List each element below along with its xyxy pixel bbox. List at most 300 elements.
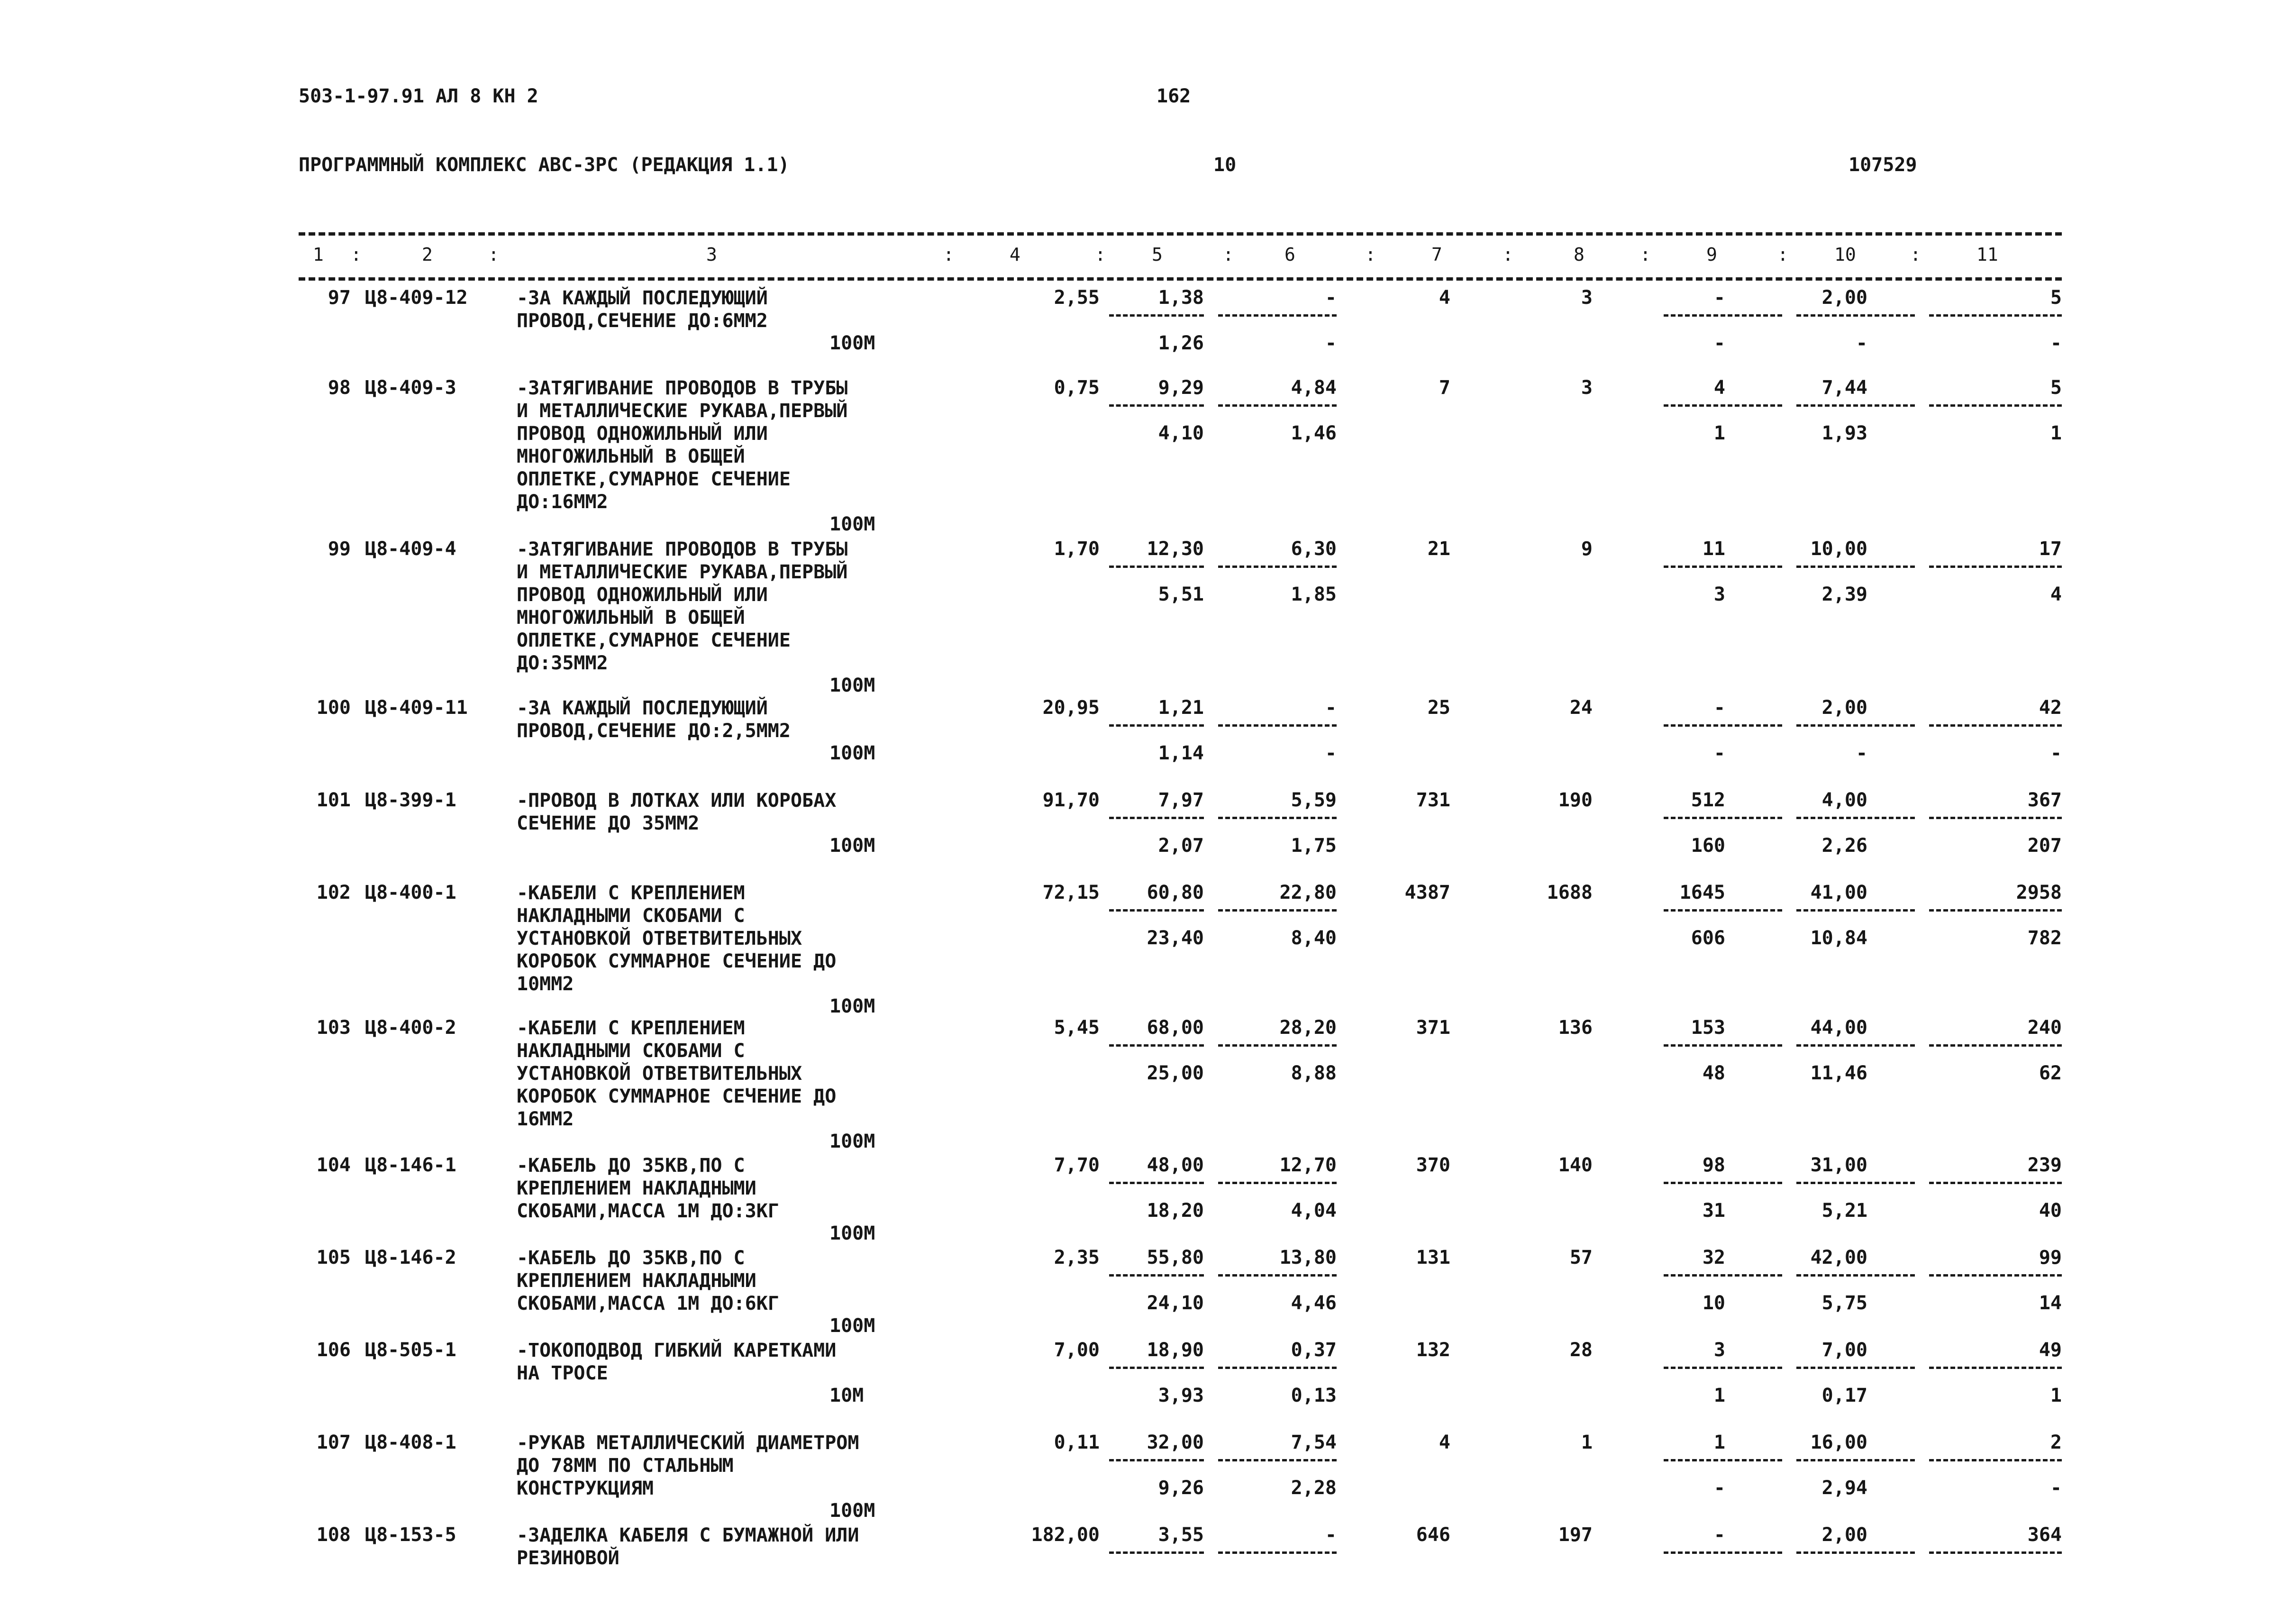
measure-unit: 100М — [829, 742, 875, 764]
cell-divider — [1218, 817, 1337, 819]
value-c9a: 153 — [1691, 1017, 1725, 1039]
row-number: 101 — [316, 789, 351, 811]
cell-divider — [1929, 1459, 2062, 1461]
value-c6a: 4,84 — [1291, 377, 1337, 399]
value-c10a: 10,00 — [1810, 538, 1867, 560]
value-c4: 0,75 — [1054, 377, 1100, 399]
value-c5b: 1,26 — [1158, 332, 1204, 354]
description-line: 16ММ2 — [517, 1108, 574, 1130]
description-line: МНОГОЖИЛЬНЫЙ В ОБЩЕЙ — [517, 607, 745, 629]
description-line: ОПЛЕТКЕ,СУМАРНОЕ СЕЧЕНИЕ — [517, 630, 791, 651]
value-c10b: 2,94 — [1821, 1477, 1867, 1499]
value-c9b: - — [1713, 742, 1725, 764]
value-c11a: 364 — [2027, 1524, 2062, 1546]
measure-unit: 100М — [829, 835, 875, 857]
description-line: ПРОВОД,СЕЧЕНИЕ ДО:6ММ2 — [517, 310, 768, 332]
col-8: 8 — [1574, 244, 1585, 265]
cell-divider — [1929, 817, 2062, 819]
value-c6a: 28,20 — [1279, 1017, 1337, 1039]
description-line: МНОГОЖИЛЬНЫЙ В ОБЩЕЙ — [517, 446, 745, 467]
col-6: 6 — [1284, 244, 1295, 265]
cell-divider — [1796, 1367, 1915, 1369]
description-line: -КАБЕЛЬ ДО 35КВ,ПО С — [517, 1247, 745, 1269]
value-c7: 4 — [1439, 1432, 1450, 1453]
value-c11b: - — [2050, 742, 2062, 764]
cell-divider — [1109, 566, 1204, 568]
value-c7: 4 — [1439, 287, 1450, 309]
description-line: ОПЛЕТКЕ,СУМАРНОЕ СЕЧЕНИЕ — [517, 468, 791, 490]
value-c5b: 2,07 — [1158, 835, 1204, 857]
value-c11a: 17 — [2039, 538, 2062, 560]
work-description — [517, 789, 943, 835]
cell-divider — [1929, 404, 2062, 407]
cell-divider — [1796, 1182, 1915, 1184]
cell-divider — [1218, 1274, 1337, 1277]
row-number: 104 — [316, 1154, 351, 1176]
measure-unit: 10М — [829, 1385, 864, 1406]
value-c11a: 367 — [2027, 789, 2062, 811]
value-c5b: 9,26 — [1158, 1477, 1204, 1499]
cell-divider — [1109, 1459, 1204, 1461]
cell-divider — [1664, 1551, 1782, 1554]
cell-divider — [1109, 909, 1204, 912]
value-c5a: 1,21 — [1158, 697, 1204, 719]
section-number: 10 — [1213, 154, 1237, 176]
cell-divider — [1929, 1367, 2062, 1369]
cell-divider — [1664, 1182, 1782, 1184]
col-sep: : — [1910, 244, 1921, 265]
cell-divider — [1109, 1551, 1204, 1554]
value-c6a: 5,59 — [1291, 789, 1337, 811]
value-c9b: 1 — [1713, 422, 1725, 444]
value-c8: 9 — [1581, 538, 1593, 560]
value-c8: 57 — [1569, 1247, 1593, 1268]
table-header-rule — [299, 277, 2062, 281]
norm-code: Ц8-409-12 — [365, 287, 468, 309]
value-c11b: - — [2050, 1477, 2062, 1499]
value-c4: 72,15 — [1042, 882, 1100, 903]
row-number: 100 — [316, 697, 351, 719]
norm-code: Ц8-408-1 — [365, 1432, 456, 1453]
description-line: УСТАНОВКОЙ ОТВЕТВИТЕЛЬНЫХ — [517, 1063, 802, 1085]
value-c11b: 782 — [2027, 927, 2062, 949]
cell-divider — [1218, 404, 1337, 407]
norm-code: Ц8-399-1 — [365, 789, 456, 811]
cell-divider — [1929, 909, 2062, 912]
cell-divider — [1664, 404, 1782, 407]
value-c5a: 55,80 — [1147, 1247, 1204, 1268]
description-line: КОНСТРУКЦИЯМ — [517, 1478, 654, 1499]
value-c9b: 3 — [1713, 584, 1725, 605]
work-description — [517, 1154, 943, 1223]
work-description — [517, 377, 943, 513]
value-c5b: 24,10 — [1147, 1292, 1204, 1314]
cell-divider — [1929, 1182, 2062, 1184]
value-c9b: 31 — [1702, 1200, 1725, 1222]
value-c10a: 31,00 — [1810, 1154, 1867, 1176]
row-number: 99 — [328, 538, 351, 560]
description-line: -КАБЕЛИ С КРЕПЛЕНИЕМ — [517, 1017, 745, 1039]
value-c11b: 207 — [2027, 835, 2062, 857]
cell-divider — [1218, 1182, 1337, 1184]
cell-divider — [1218, 1367, 1337, 1369]
cell-divider — [1664, 566, 1782, 568]
value-c7: 131 — [1416, 1247, 1450, 1268]
value-c9a: 3 — [1713, 1339, 1725, 1361]
cell-divider — [1109, 817, 1204, 819]
value-c6a: - — [1325, 287, 1337, 309]
doc-id-code: 107529 — [1849, 154, 1917, 176]
col-sep: : — [1365, 244, 1376, 265]
col-2: 2 — [422, 244, 433, 265]
value-c9b: 160 — [1691, 835, 1725, 857]
col-11: 11 — [1976, 244, 1998, 265]
description-line: КОРОБОК СУММАРНОЕ СЕЧЕНИЕ ДО — [517, 950, 837, 972]
description-line: КОРОБОК СУММАРНОЕ СЕЧЕНИЕ ДО — [517, 1086, 837, 1107]
norm-code: Ц8-409-3 — [365, 377, 456, 399]
description-line: ПРОВОД ОДНОЖИЛЬНЫЙ ИЛИ — [517, 584, 768, 606]
description-line: -ТОКОПОДВОД ГИБКИЙ КАРЕТКАМИ — [517, 1340, 837, 1361]
cell-divider — [1664, 817, 1782, 819]
doc-code: 503-1-97.91 АЛ 8 КН 2 — [299, 85, 538, 107]
row-number: 103 — [316, 1017, 351, 1039]
col-7: 7 — [1431, 244, 1442, 265]
cell-divider — [1109, 1274, 1204, 1277]
row-number: 97 — [328, 287, 351, 309]
value-c9b: 48 — [1702, 1062, 1725, 1084]
value-c6b: 2,28 — [1291, 1477, 1337, 1499]
work-description — [517, 287, 943, 332]
measure-unit: 100М — [829, 675, 875, 696]
norm-code: Ц8-153-5 — [365, 1524, 456, 1546]
measure-unit: 100М — [829, 1223, 875, 1244]
value-c7: 731 — [1416, 789, 1450, 811]
value-c11b: 14 — [2039, 1292, 2062, 1314]
value-c8: 190 — [1558, 789, 1593, 811]
value-c6b: 1,85 — [1291, 584, 1337, 605]
description-line: НАКЛАДНЫМИ СКОБАМИ С — [517, 905, 745, 927]
row-number: 105 — [316, 1247, 351, 1268]
value-c6b: - — [1325, 332, 1337, 354]
cell-divider — [1796, 314, 1915, 317]
value-c10a: 7,00 — [1821, 1339, 1867, 1361]
col-3: 3 — [706, 244, 717, 265]
value-c6a: - — [1325, 1524, 1337, 1546]
col-sep: : — [488, 244, 499, 265]
value-c10a: 42,00 — [1810, 1247, 1867, 1268]
value-c9a: 1 — [1713, 1432, 1725, 1453]
value-c4: 0,11 — [1054, 1432, 1100, 1453]
cell-divider — [1664, 1459, 1782, 1461]
norm-code: Ц8-400-1 — [365, 882, 456, 903]
cell-divider — [1796, 404, 1915, 407]
value-c10b: - — [1856, 332, 1867, 354]
cell-divider — [1218, 909, 1337, 912]
value-c9a: - — [1713, 697, 1725, 719]
value-c10b: 5,21 — [1821, 1200, 1867, 1222]
cell-divider — [1664, 1274, 1782, 1277]
value-c6b: 8,88 — [1291, 1062, 1337, 1084]
col-1: 1 — [313, 244, 324, 265]
complex-title: ПРОГРАММНЫЙ КОМПЛЕКС АВС-3РС (РЕДАКЦИЯ 1.1) — [299, 154, 790, 176]
value-c11a: 49 — [2039, 1339, 2062, 1361]
value-c6b: - — [1325, 742, 1337, 764]
value-c5b: 18,20 — [1147, 1200, 1204, 1222]
col-sep: : — [1777, 244, 1788, 265]
cell-divider — [1796, 817, 1915, 819]
col-10: 10 — [1834, 244, 1856, 265]
value-c6b: 4,46 — [1291, 1292, 1337, 1314]
cell-divider — [1109, 404, 1204, 407]
col-4: 4 — [1010, 244, 1020, 265]
value-c7: 646 — [1416, 1524, 1450, 1546]
value-c5b: 3,93 — [1158, 1385, 1204, 1406]
value-c11b: 62 — [2039, 1062, 2062, 1084]
cell-divider — [1218, 1459, 1337, 1461]
value-c8: 140 — [1558, 1154, 1593, 1176]
work-description — [517, 1524, 943, 1569]
value-c11a: 42 — [2039, 697, 2062, 719]
value-c5a: 32,00 — [1147, 1432, 1204, 1453]
value-c9a: 1645 — [1679, 882, 1725, 903]
table-top-rule — [299, 232, 2062, 236]
value-c7: 370 — [1416, 1154, 1450, 1176]
cell-divider — [1796, 1459, 1915, 1461]
value-c6a: 13,80 — [1279, 1247, 1337, 1268]
value-c10b: - — [1856, 742, 1867, 764]
work-description — [517, 1432, 943, 1500]
value-c6b: 1,75 — [1291, 835, 1337, 857]
value-c5a: 7,97 — [1158, 789, 1204, 811]
value-c5a: 1,38 — [1158, 287, 1204, 309]
description-line: -КАБЕЛЬ ДО 35КВ,ПО С — [517, 1155, 745, 1177]
value-c8: 28 — [1569, 1339, 1593, 1361]
description-line: -КАБЕЛИ С КРЕПЛЕНИЕМ — [517, 882, 745, 904]
description-line: ПРОВОД,СЕЧЕНИЕ ДО:2,5ММ2 — [517, 720, 791, 742]
cell-divider — [1796, 909, 1915, 912]
cell-divider — [1796, 1551, 1915, 1554]
cell-divider — [1929, 566, 2062, 568]
cell-divider — [1796, 566, 1915, 568]
description-line: 10ММ2 — [517, 973, 574, 995]
value-c8: 197 — [1558, 1524, 1593, 1546]
value-c8: 24 — [1569, 697, 1593, 719]
value-c10b: 2,26 — [1821, 835, 1867, 857]
norm-code: Ц8-400-2 — [365, 1017, 456, 1039]
description-line: ПРОВОД ОДНОЖИЛЬНЫЙ ИЛИ — [517, 423, 768, 445]
value-c6a: 12,70 — [1279, 1154, 1337, 1176]
value-c11a: 240 — [2027, 1017, 2062, 1039]
cell-divider — [1109, 724, 1204, 727]
value-c11b: 1 — [2050, 422, 2062, 444]
description-line: -ЗА КАЖДЫЙ ПОСЛЕДУЮЩИЙ — [517, 287, 768, 309]
value-c9a: 11 — [1702, 538, 1725, 560]
value-c5b: 23,40 — [1147, 927, 1204, 949]
cell-divider — [1664, 909, 1782, 912]
description-line: -ЗА КАЖДЫЙ ПОСЛЕДУЮЩИЙ — [517, 697, 768, 719]
description-line: ДО:35ММ2 — [517, 652, 608, 674]
value-c9a: 32 — [1702, 1247, 1725, 1268]
description-line: ДО 78ММ ПО СТАЛЬНЫМ — [517, 1455, 734, 1477]
description-line: -ЗАДЕЛКА КАБЕЛЯ С БУМАЖНОЙ ИЛИ — [517, 1524, 859, 1546]
value-c5a: 68,00 — [1147, 1017, 1204, 1039]
norm-code: Ц8-146-2 — [365, 1247, 456, 1268]
value-c5b: 4,10 — [1158, 422, 1204, 444]
value-c5a: 3,55 — [1158, 1524, 1204, 1546]
cell-divider — [1929, 1551, 2062, 1554]
value-c7: 4387 — [1404, 882, 1450, 903]
description-line: ДО:16ММ2 — [517, 491, 608, 513]
description-line: И МЕТАЛЛИЧЕСКИЕ РУКАВА,ПЕРВЫЙ — [517, 561, 848, 583]
value-c6b: 8,40 — [1291, 927, 1337, 949]
value-c9a: 512 — [1691, 789, 1725, 811]
value-c11b: - — [2050, 332, 2062, 354]
value-c4: 1,70 — [1054, 538, 1100, 560]
cell-divider — [1218, 1551, 1337, 1554]
measure-unit: 100М — [829, 995, 875, 1017]
value-c11a: 239 — [2027, 1154, 2062, 1176]
value-c9a: 98 — [1702, 1154, 1725, 1176]
value-c9b: 606 — [1691, 927, 1725, 949]
cell-divider — [1218, 314, 1337, 317]
cell-divider — [1664, 1367, 1782, 1369]
value-c6a: 6,30 — [1291, 538, 1337, 560]
page-number: 162 — [1157, 85, 1191, 107]
value-c5a: 9,29 — [1158, 377, 1204, 399]
column-header-row — [299, 244, 2062, 273]
col-sep: : — [1640, 244, 1651, 265]
description-line: -ЗАТЯГИВАНИЕ ПРОВОДОВ В ТРУБЫ — [517, 377, 848, 399]
cell-divider — [1109, 1367, 1204, 1369]
value-c6b: 4,04 — [1291, 1200, 1337, 1222]
description-line: -ПРОВОД В ЛОТКАХ ИЛИ КОРОБАХ — [517, 790, 837, 812]
value-c11a: 2958 — [2016, 882, 2062, 903]
value-c9a: - — [1713, 1524, 1725, 1546]
value-c10a: 16,00 — [1810, 1432, 1867, 1453]
value-c5b: 25,00 — [1147, 1062, 1204, 1084]
col-9: 9 — [1706, 244, 1717, 265]
value-c10b: 1,93 — [1821, 422, 1867, 444]
cell-divider — [1929, 1044, 2062, 1047]
work-description — [517, 538, 943, 675]
estimate-table — [299, 232, 2062, 1588]
norm-code: Ц8-409-4 — [365, 538, 456, 560]
value-c10a: 7,44 — [1821, 377, 1867, 399]
description-line: И МЕТАЛЛИЧЕСКИЕ РУКАВА,ПЕРВЫЙ — [517, 400, 848, 422]
value-c8: 1688 — [1547, 882, 1593, 903]
row-number: 108 — [316, 1524, 351, 1546]
work-description — [517, 1339, 943, 1385]
value-c11b: 1 — [2050, 1385, 2062, 1406]
work-description — [517, 1247, 943, 1315]
cell-divider — [1218, 724, 1337, 727]
cell-divider — [1664, 1044, 1782, 1047]
description-line: СЕЧЕНИЕ ДО 35ММ2 — [517, 812, 700, 834]
measure-unit: 100М — [829, 332, 875, 354]
norm-code: Ц8-409-11 — [365, 697, 468, 719]
value-c10b: 11,46 — [1810, 1062, 1867, 1084]
value-c5a: 18,90 — [1147, 1339, 1204, 1361]
col-sep: : — [351, 244, 362, 265]
description-line: КРЕПЛЕНИЕМ НАКЛАДНЫМИ — [517, 1177, 756, 1199]
measure-unit: 100М — [829, 1500, 875, 1522]
cell-divider — [1109, 314, 1204, 317]
cell-divider — [1664, 724, 1782, 727]
value-c10a: 41,00 — [1810, 882, 1867, 903]
cell-divider — [1218, 1044, 1337, 1047]
row-number: 98 — [328, 377, 351, 399]
value-c4: 182,00 — [1031, 1524, 1100, 1546]
value-c5a: 60,80 — [1147, 882, 1204, 903]
cell-divider — [1929, 724, 2062, 727]
value-c11b: 4 — [2050, 584, 2062, 605]
description-line: СКОБАМИ,МАССА 1М ДО:6КГ — [517, 1293, 779, 1314]
value-c11a: 99 — [2039, 1247, 2062, 1268]
description-line: РЕЗИНОВОЙ — [517, 1547, 619, 1569]
work-description — [517, 1017, 943, 1131]
value-c8: 1 — [1581, 1432, 1593, 1453]
value-c10b: 10,84 — [1810, 927, 1867, 949]
value-c7: 25 — [1427, 697, 1450, 719]
norm-code: Ц8-146-1 — [365, 1154, 456, 1176]
description-line: НА ТРОСЕ — [517, 1362, 608, 1384]
value-c10b: 2,39 — [1821, 584, 1867, 605]
cell-divider — [1929, 314, 2062, 317]
cell-divider — [1218, 566, 1337, 568]
row-number: 107 — [316, 1432, 351, 1453]
description-line: -ЗАТЯГИВАНИЕ ПРОВОДОВ В ТРУБЫ — [517, 538, 848, 560]
measure-unit: 100М — [829, 1315, 875, 1337]
value-c11a: 5 — [2050, 287, 2062, 309]
col-sep: : — [1223, 244, 1234, 265]
value-c11a: 5 — [2050, 377, 2062, 399]
value-c4: 2,55 — [1054, 287, 1100, 309]
value-c6a: 22,80 — [1279, 882, 1337, 903]
description-line: СКОБАМИ,МАССА 1М ДО:3КГ — [517, 1200, 779, 1222]
value-c6a: 0,37 — [1291, 1339, 1337, 1361]
value-c10b: 0,17 — [1821, 1385, 1867, 1406]
cell-divider — [1929, 1274, 2062, 1277]
description-line: -РУКАВ МЕТАЛЛИЧЕСКИЙ ДИАМЕТРОМ — [517, 1432, 859, 1454]
value-c9b: 10 — [1702, 1292, 1725, 1314]
value-c8: 136 — [1558, 1017, 1593, 1039]
value-c10b: 5,75 — [1821, 1292, 1867, 1314]
value-c4: 91,70 — [1042, 789, 1100, 811]
measure-unit: 100М — [829, 513, 875, 535]
value-c9b: - — [1713, 1477, 1725, 1499]
measure-unit: 100М — [829, 1131, 875, 1152]
value-c4: 7,70 — [1054, 1154, 1100, 1176]
value-c10a: 4,00 — [1821, 789, 1867, 811]
description-line: УСТАНОВКОЙ ОТВЕТВИТЕЛЬНЫХ — [517, 928, 802, 949]
cell-divider — [1796, 724, 1915, 727]
col-sep: : — [1503, 244, 1513, 265]
col-5: 5 — [1152, 244, 1163, 265]
description-line: КРЕПЛЕНИЕМ НАКЛАДНЫМИ — [517, 1270, 756, 1292]
value-c9a: 4 — [1713, 377, 1725, 399]
value-c9b: 1 — [1713, 1385, 1725, 1406]
value-c6b: 1,46 — [1291, 422, 1337, 444]
description-line: НАКЛАДНЫМИ СКОБАМИ С — [517, 1040, 745, 1062]
value-c10a: 2,00 — [1821, 697, 1867, 719]
value-c10a: 2,00 — [1821, 287, 1867, 309]
work-description — [517, 697, 943, 742]
value-c5b: 5,51 — [1158, 584, 1204, 605]
value-c5b: 1,14 — [1158, 742, 1204, 764]
cell-divider — [1664, 314, 1782, 317]
value-c8: 3 — [1581, 287, 1593, 309]
value-c4: 2,35 — [1054, 1247, 1100, 1268]
